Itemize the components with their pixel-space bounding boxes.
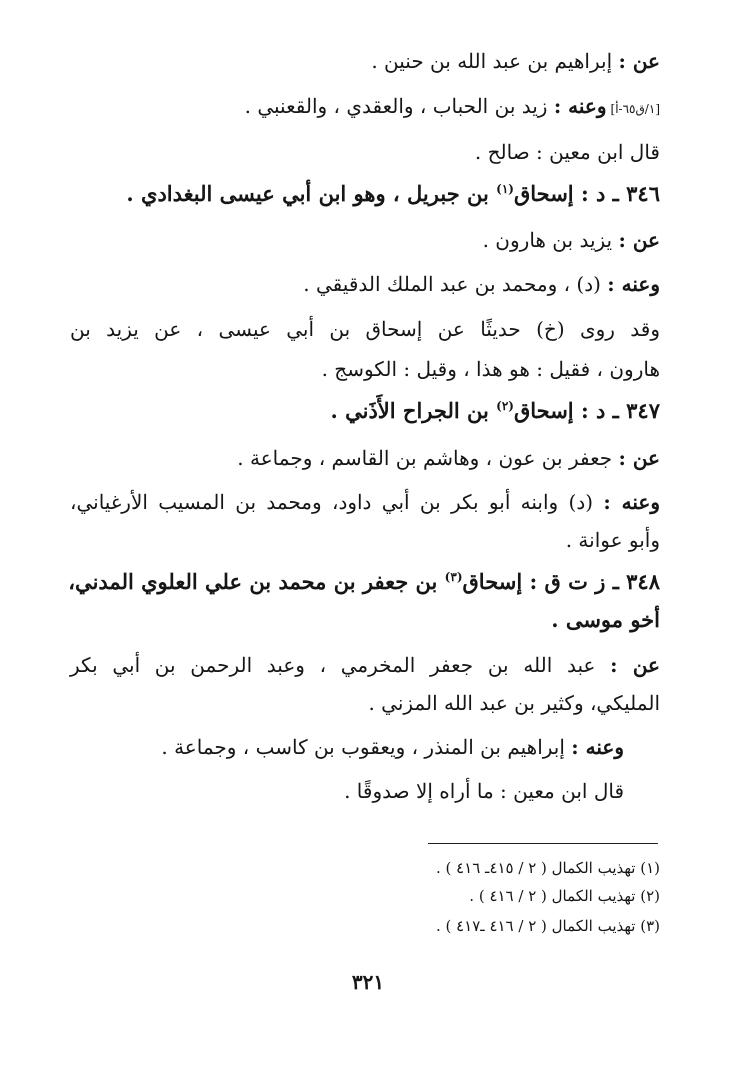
text-line: [70, 92, 660, 123]
text-line: [70, 444, 660, 472]
label-an: عن :: [618, 49, 660, 73]
label-an: عن :: [610, 653, 660, 677]
footnote-marker: (١): [496, 182, 514, 196]
manuscript-ref: [١/ق٦٥-أ]: [610, 102, 660, 116]
line-text: وأبو عوانة .: [565, 528, 660, 552]
text-line: [70, 138, 660, 166]
footnote-2: (٢) تهذيب الكمال ( ٢ / ٤١٦ ) .: [469, 887, 660, 905]
line-text: المليكي، وكثير بن عبد الله المزني .: [368, 691, 660, 715]
text-line: [70, 651, 660, 679]
label-wanhu: وعنه :: [571, 735, 624, 759]
footnote-3: (٣) تهذيب الكمال ( ٢ / ٤١٦ ـ٤١٧ ) .: [435, 917, 660, 935]
line-text: هارون ، فقيل : هو هذا ، وقيل : الكوسج .: [321, 357, 660, 381]
line-text: إبراهيم بن المنذر ، ويعقوب بن كاسب ، وجماعة .: [161, 735, 565, 759]
text-line: [70, 733, 624, 761]
heading-text: بن الجراح الأَذَني .: [330, 398, 489, 423]
label-an: عن :: [618, 228, 660, 252]
text-line: [70, 226, 660, 254]
heading-text: ٣٤٧ ـ د : إسحاق: [513, 398, 660, 423]
line-text: قال ابن معين : ما أراه إلا صدوقًا .: [344, 779, 624, 803]
label-an: عن :: [618, 446, 660, 470]
line-text: جعفر بن عون ، وهاشم بن القاسم ، وجماعة .: [237, 446, 613, 470]
line-text: عبد الله بن جعفر المخرمي ، وعبد الرحمن بن أبي بكر: [70, 653, 596, 677]
text-line: [70, 689, 660, 717]
entry-heading-348: [70, 568, 660, 596]
line-text: وقد روى (خ) حديثًا عن إسحاق بن أبي عيسى ، عن يزيد بن: [70, 317, 660, 341]
entry-heading-348-cont: [70, 606, 660, 634]
line-text: قال ابن معين : صالح .: [474, 140, 660, 164]
footnote-separator: [428, 843, 658, 844]
text-line: [70, 526, 660, 554]
entry-heading-347: [70, 397, 660, 425]
footnote-marker: (٢): [496, 399, 514, 413]
line-text: يزيد بن هارون .: [482, 228, 613, 252]
text-line: [70, 270, 660, 298]
heading-text: بن جبريل ، وهو ابن أبي عيسى البغدادي .: [126, 181, 489, 206]
entry-heading-346: [70, 180, 660, 208]
footnote-marker: (٣): [444, 570, 463, 584]
line-text: (د) ، ومحمد بن عبد الملك الدقيقي .: [303, 272, 601, 296]
heading-text: بن جعفر بن محمد بن علي العلوي المدني،: [68, 569, 438, 594]
text-line: [70, 777, 624, 805]
line-text: زيد بن الحباب ، والعقدي ، والقعنبي .: [244, 94, 548, 118]
label-wanhu: وعنه :: [553, 94, 607, 118]
text-line: [70, 47, 660, 75]
label-wanhu: وعنه :: [607, 272, 660, 296]
label-wanhu: وعنه :: [603, 490, 661, 514]
heading-text: أخو موسى .: [551, 607, 660, 632]
line-text: (د) وابنه أبو بكر بن أبي داود، ومحمد بن المسيب الأرغياني،: [70, 490, 594, 514]
heading-text: ٣٤٨ ـ ز ت ق : إسحاق: [462, 569, 660, 594]
footnote-1: (١) تهذيب الكمال ( ٢ / ٤١٥ـ ٤١٦ ) .: [435, 859, 660, 877]
page-number: ٣٢١: [351, 970, 385, 994]
text-line: [70, 488, 660, 516]
text-line: [70, 315, 660, 343]
line-text: إبراهيم بن عبد الله بن حنين .: [371, 49, 613, 73]
heading-text: ٣٤٦ ـ د : إسحاق: [513, 181, 660, 206]
text-line: [70, 355, 660, 383]
